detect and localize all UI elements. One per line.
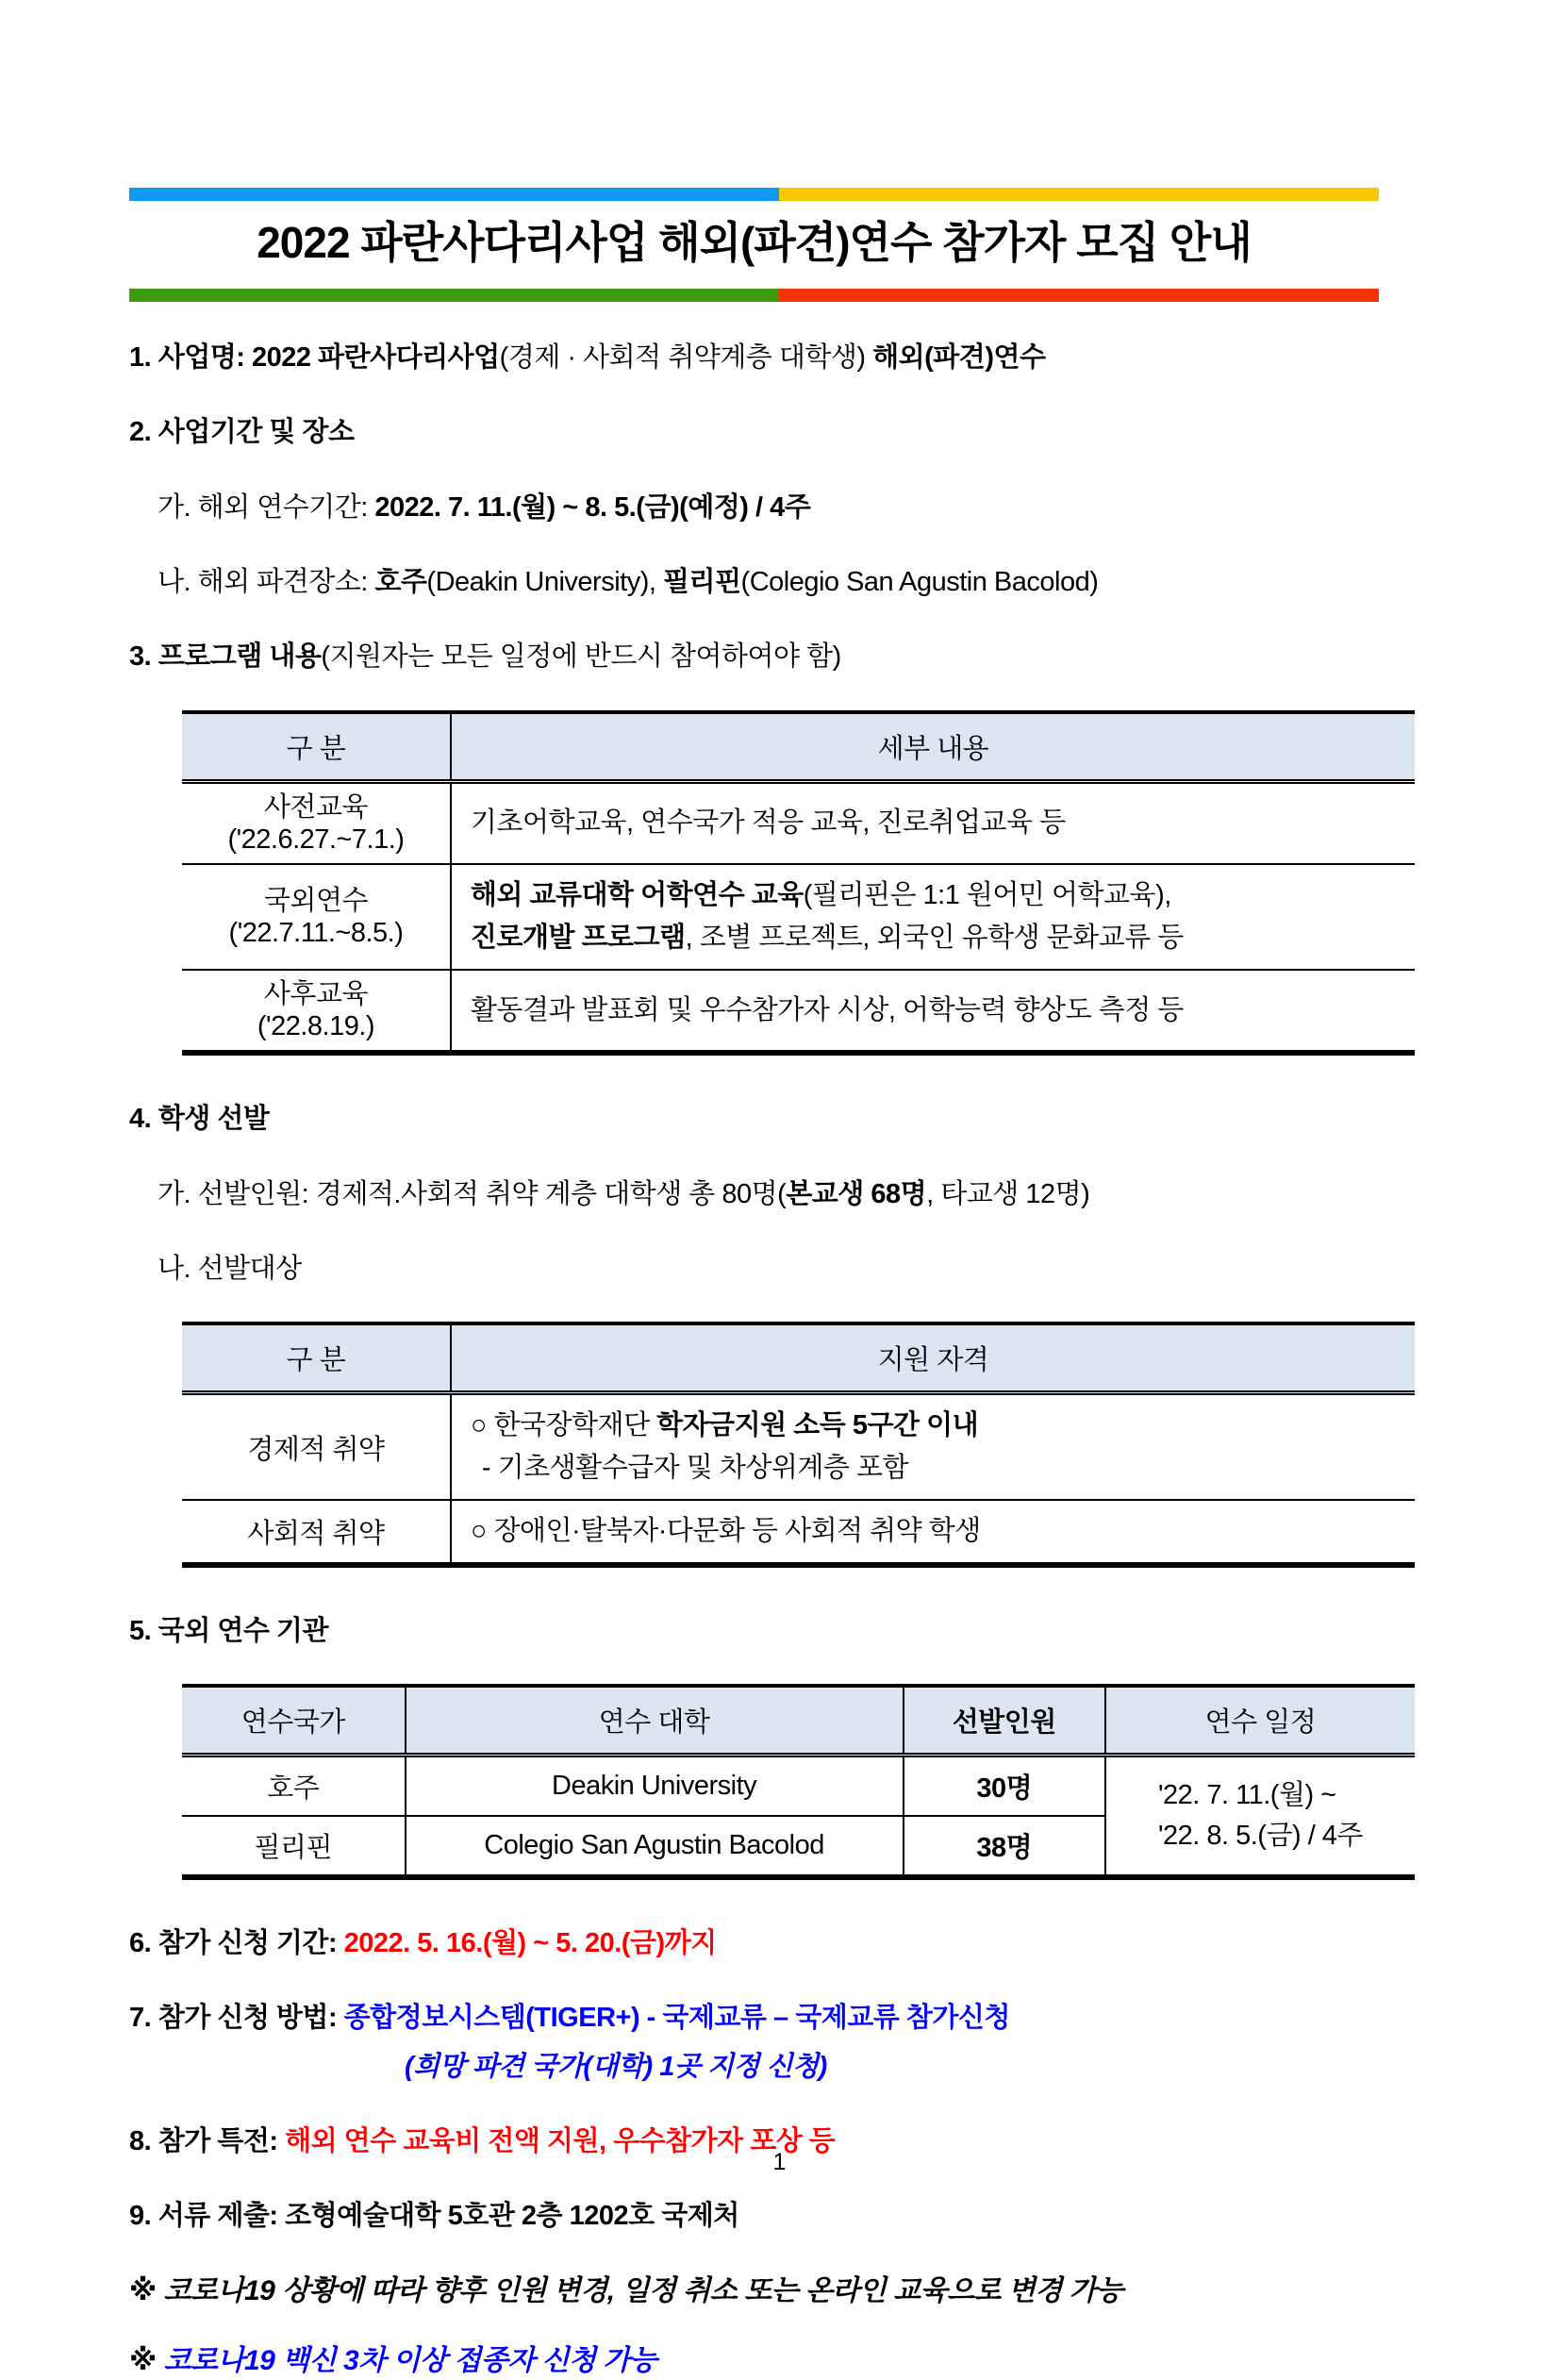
institutions-col-schedule: 연수 일정: [1105, 1686, 1415, 1756]
section-3-title: 3. 프로그램 내용: [129, 641, 322, 673]
eligibility-col-qualification: 지원 자격: [451, 1323, 1415, 1393]
section-4-item-ga: [129, 1176, 1379, 1212]
program-overseas-cell: [182, 864, 451, 970]
section-4-heading: [129, 1101, 1379, 1137]
eligibility-social-cell: 사회적 취약: [182, 1500, 451, 1565]
benefits-value: 해외 연수 교육비 전액 지원, 우수참가자 포상 등: [285, 2125, 836, 2156]
univ-deakin: (Deakin University),: [426, 566, 663, 597]
section-6-application-period: [129, 1925, 1379, 1961]
application-method-subnote: (희망 파견 국가(대학) 1곳 지정 신청): [405, 2051, 827, 2082]
program-pre-education-details: 기초어학교육, 연수국가 적응 교육, 진로취업교육 등: [451, 781, 1415, 864]
program-pre-education-cell: [182, 781, 451, 864]
section-2-heading: [129, 414, 1379, 450]
selection-count-tail: , 타교생 12명): [926, 1178, 1090, 1209]
section-4-title: 4. 학생 선발: [129, 1104, 270, 1135]
section-5-heading: [129, 1613, 1379, 1649]
program-overseas-details: [451, 864, 1415, 970]
institutions-schedule-cell: [1105, 1756, 1415, 1878]
eligibility-table: [182, 1322, 1415, 1568]
section-3-note: (지원자는 모든 일정에 반드시 참여하여야 함): [321, 641, 841, 673]
eligibility-col-category: 구 분: [182, 1323, 451, 1393]
eligibility-economic-details: [451, 1393, 1415, 1500]
program-table: [182, 710, 1415, 1057]
schedule-line-1: '22. 7. 11.(월) ~: [1157, 1779, 1336, 1810]
institutions-table-header-row: [182, 1686, 1415, 1756]
selection-count-bold: 본교생 68명: [786, 1178, 927, 1209]
benefits-label: 8. 참가 특전:: [129, 2125, 286, 2156]
application-method-label: 7. 참가 신청 방법:: [129, 2003, 344, 2034]
application-period-value: 2022. 5. 16.(월) ~ 5. 20.(금)까지: [343, 1928, 717, 1959]
title-top-bar: [129, 188, 1379, 201]
submission-text: 9. 서류 제출: 조형예술대학 5호관 2층 1202호 국제처: [129, 2201, 739, 2232]
country-philippines: 필리핀: [662, 566, 741, 597]
institution-philippines-university: Colegio San Agustin Bacolod: [406, 1816, 904, 1877]
note-1-mark: ※: [129, 2275, 164, 2307]
institutions-col-quota: 선발인원: [904, 1686, 1105, 1756]
section-1-paren: (경제 · 사회적 취약계층 대학생): [499, 342, 873, 374]
program-col-details: 세부 내용: [451, 712, 1415, 782]
note-1-text: 코로나19 상황에 따라 향후 인원 변경, 일정 취소 또는 온라인 교육으로 변경 가능: [163, 2275, 1123, 2307]
institutions-col-country: 연수국가: [182, 1686, 406, 1756]
section-1-bold-lead: 1. 사업명: 2022 파란사다리사업: [129, 342, 500, 374]
section-7-application-method: [129, 2000, 1379, 2036]
selection-target-label: 나. 선발대상: [158, 1253, 302, 1284]
section-4-item-na: [129, 1251, 1379, 1287]
overseas-detail-normal-2: , 조별 프로젝트, 외국인 유학생 문화교류 등: [685, 922, 1184, 953]
training-period-value: 2022. 7. 11.(월) ~ 8. 5.(금)(예정) / 4주: [374, 491, 811, 523]
institution-philippines-quota: 38명: [904, 1816, 1105, 1877]
section-5-title: 5. 국외 연수 기관: [129, 1615, 328, 1646]
training-period-label: 가. 해외 연수기간:: [158, 491, 375, 523]
section-1-business-name: [129, 340, 1379, 375]
title-bottom-bar: [129, 289, 1379, 302]
program-post-education-details: 활동결과 발표회 및 우수참가자 시상, 어학능력 향상도 측정 등: [451, 970, 1415, 1053]
program-post-education-cell: [182, 970, 451, 1053]
eligibility-economic-cell: 경제적 취약: [247, 1434, 385, 1465]
program-overseas-date: ('22.7.11.~8.5.): [228, 917, 404, 948]
schedule-line-2: '22. 8. 5.(금) / 4주: [1157, 1821, 1363, 1852]
dispatch-place-label: 나. 해외 파견장소:: [158, 566, 375, 597]
section-3-heading: [129, 639, 1379, 674]
program-col-category: 구 분: [182, 712, 451, 782]
note-2-mark: ※: [129, 2345, 164, 2377]
program-table-header-row: [182, 712, 1415, 782]
institutions-col-university: 연수 대학: [406, 1686, 904, 1756]
table-row: [182, 1756, 1415, 1817]
table-row: [182, 1393, 1415, 1500]
economic-detail-sub: - 기초생활수급자 및 차상위계층 포함: [481, 1453, 909, 1483]
eligibility-table-header-row: [182, 1323, 1415, 1393]
table-row: [182, 864, 1415, 970]
institution-australia-university: Deakin University: [406, 1756, 904, 1817]
page-title: 2022 파란사다리사업 해외(파견)연수 참가자 모집 안내: [257, 218, 1252, 267]
institution-philippines-country: 필리핀: [182, 1816, 406, 1877]
note-2-text: 코로나19 백신 3차 이상 접종자 신청 가능: [163, 2345, 657, 2377]
program-overseas-name: 국외연수: [263, 885, 368, 916]
program-pre-education-name: 사전교육: [263, 791, 368, 823]
program-pre-education-date: ('22.6.27.~7.1.): [227, 824, 405, 855]
document-content: [129, 302, 1379, 2379]
institution-australia-quota: 30명: [904, 1756, 1105, 1817]
country-australia: 호주: [374, 566, 427, 597]
section-9-document-submission: [129, 2198, 1379, 2234]
section-2-item-na: [129, 564, 1379, 600]
covid-note-2: [129, 2342, 1379, 2380]
section-1-bold-tail: 해외(파견)연수: [872, 342, 1046, 374]
overseas-detail-normal-1: (필리핀은 1:1 원어민 어학교육),: [803, 879, 1171, 910]
selection-count-lead: 가. 선발인원: 경제적.사회적 취약 계층 대학생 총 80명(: [158, 1178, 787, 1209]
economic-detail-normal: ○ 한국장학재단: [470, 1410, 657, 1441]
program-post-education-date: ('22.8.19.): [257, 1011, 375, 1042]
table-row: [182, 970, 1415, 1053]
institutions-schedule-text: [1158, 1775, 1363, 1857]
economic-detail-bold: 학자금지원 소득 5구간 이내: [656, 1410, 979, 1441]
overseas-detail-bold-2: 진로개발 프로그램: [470, 922, 686, 953]
eligibility-social-details: ○ 장애인·탈북자·다문화 등 사회적 취약 학생: [451, 1500, 1415, 1565]
table-row: [182, 781, 1415, 864]
section-2-item-ga: [129, 490, 1379, 525]
univ-colegio: (Colegio San Agustin Bacolod): [740, 566, 1099, 597]
application-method-value: 종합정보시스템(TIGER+) - 국제교류 – 국제교류 참가신청: [343, 2003, 1010, 2034]
institutions-table: [182, 1684, 1415, 1880]
covid-note-1: [129, 2272, 1379, 2310]
program-post-education-name: 사후교육: [263, 978, 368, 1009]
section-7-application-note: [129, 2049, 1379, 2085]
section-2-title: 2. 사업기간 및 장소: [129, 417, 355, 448]
table-row: [182, 1500, 1415, 1565]
application-period-label: 6. 참가 신청 기간:: [129, 1928, 344, 1959]
page-number: 1: [772, 2149, 787, 2175]
overseas-detail-bold-1: 해외 교류대학 어학연수 교육: [470, 879, 804, 910]
institution-australia-country: 호주: [267, 1773, 320, 1805]
